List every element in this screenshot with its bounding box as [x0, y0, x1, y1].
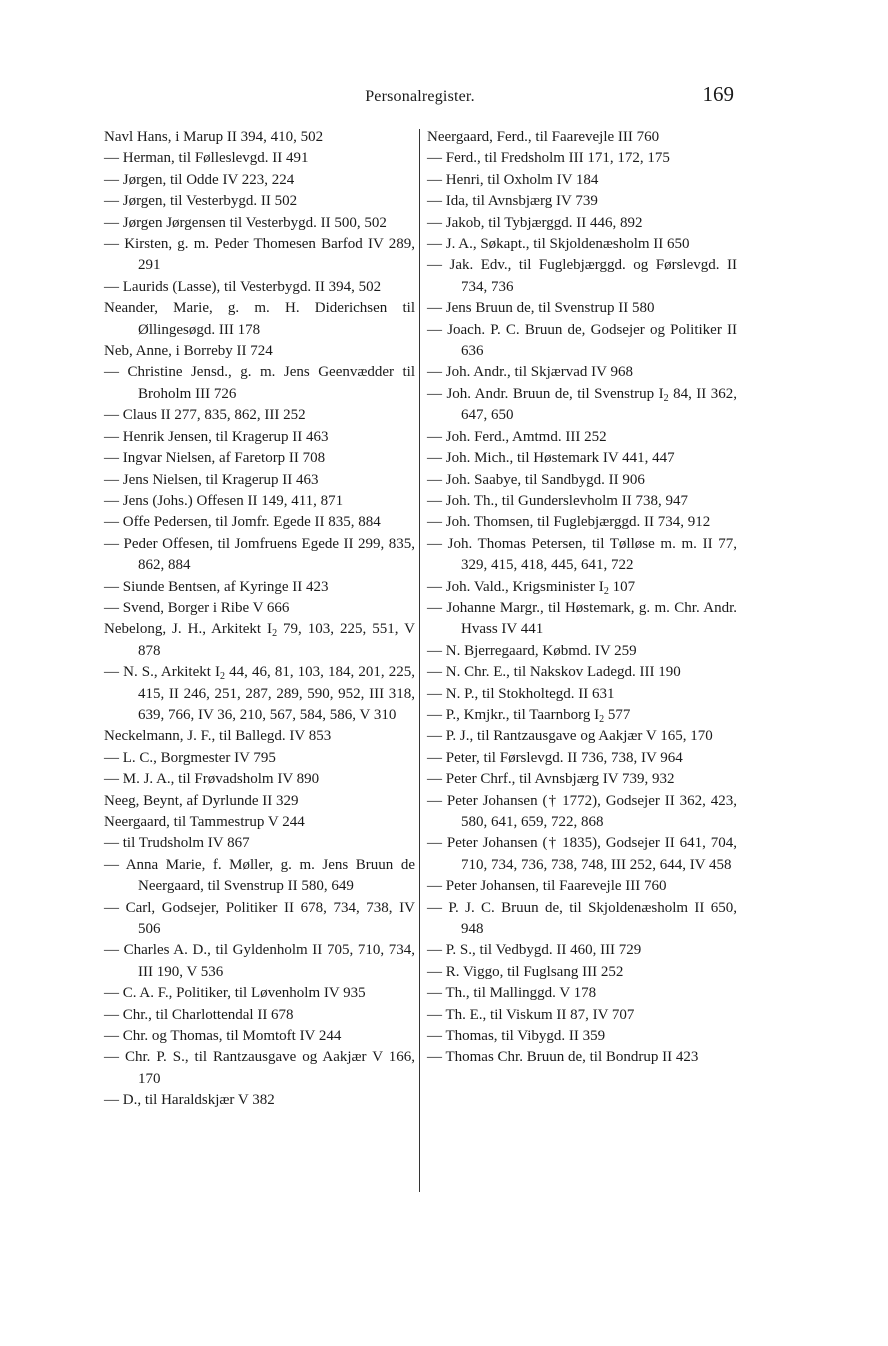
register-entry: — R. Viggo, til Fuglsang III 252: [427, 963, 624, 980]
register-entry: — til Trudsholm IV 867: [104, 835, 250, 852]
register-entry: — Kirsten, g. m. Peder Thomesen Barfod IV 289, 291: [104, 236, 415, 274]
register-entry: — Peter Chrf., til Avnsbjærg IV 739, 932: [427, 771, 675, 788]
register-entry: — D., til Haraldskjær V 382: [104, 1092, 275, 1109]
register-entry: — Peder Offesen, til Jomfruens Egede II 299, 835, 862, 884: [104, 535, 415, 574]
register-entry: — P. S., til Vedbygd. II 460, III 729: [427, 942, 642, 959]
register-entry: — Jens (Johs.) Offesen II 149, 411, 871: [104, 492, 344, 509]
register-entry: Neander, Marie, g. m. H. Diderichsen til Øllingesøgd. III 178: [104, 300, 415, 338]
register-entry: — Christine Jensd., g. m. Jens Geenvædder til Broholm III 726: [104, 364, 415, 402]
register-entry: — Th., til Mallinggd. V 178: [427, 985, 597, 1002]
register-entry: — Henrik Jensen, til Kragerup II 463: [104, 428, 329, 445]
register-entry: — P. J. C. Bruun de, til Skjoldenæsholm II 650, 948: [427, 899, 737, 938]
register-entry: — Joh. Th., til Gunderslevholm II 738, 947: [427, 492, 688, 509]
register-entry: — Offe Pedersen, til Jomfr. Egede II 835, 884: [104, 514, 381, 531]
register-entry: — Jak. Edv., til Fuglebjærggd. og Førslevgd. II 734, 736: [427, 257, 737, 295]
page-number: 169: [702, 82, 734, 106]
register-entry: — P. J., til Rantzausgave og Aakjær V 165, 170: [427, 728, 713, 745]
register-entry: — Jens Nielsen, til Kragerup II 463: [104, 471, 319, 488]
register-entry: — Chr. P. S., til Rantzausgave og Aakjær V 166, 170: [104, 1049, 415, 1087]
register-entry: — Peter Johansen († 1772), Godsejer II 362, 423, 580, 641, 659, 722, 868: [427, 792, 737, 830]
register-entry: — P., Kmjkr., til Taarnborg $I_2$ 577: [427, 706, 631, 725]
register-entry: Navl Hans, i Marup II 394, 410, 502: [104, 129, 324, 145]
register-entry: Neb, Anne, i Borreby II 724: [104, 343, 273, 360]
register-entry: — Chr., til Charlottendal II 678: [104, 1006, 294, 1023]
right-column: [427, 127, 737, 1069]
register-entry: — Laurids (Lasse), til Vesterbygd. II 394, 502: [104, 278, 382, 295]
register-entry: — Siunde Bentsen, af Kyringe II 423: [104, 578, 329, 595]
register-entry: — Jens Bruun de, til Svenstrup II 580: [427, 300, 655, 317]
register-entry: — Thomas, til Vibygd. II 359: [427, 1028, 606, 1045]
register-entry: Neergaard, til Tammestrup V 244: [104, 814, 305, 830]
page-header: [104, 84, 736, 110]
register-entry: — Carl, Godsejer, Politiker II 678, 734, 738, IV 506: [104, 899, 415, 938]
register-entry: — N. P., til Stokholtegd. II 631: [427, 685, 615, 702]
register-entry: — J. A., Søkapt., til Skjoldenæsholm II 650: [427, 236, 690, 253]
register-entry: — Peter Johansen († 1835), Godsejer II 641, 704, 710, 734, 736, 738, 748, III 252, 644, IV 458: [427, 835, 737, 873]
register-entry: — Jakob, til Tybjærggd. II 446, 892: [427, 214, 643, 231]
register-entry: — Charles A. D., til Gyldenholm II 705, 710, 734, III 190, V 536: [104, 942, 415, 980]
register-entry: — Joh. Saabye, til Sandbygd. II 906: [427, 471, 645, 488]
register-entry: — Joh. Mich., til Høstemark IV 441, 447: [427, 450, 675, 467]
register-entry: — Joh. Thomas Petersen, til Tølløse m. m. II 77, 329, 415, 418, 445, 641, 722: [427, 535, 737, 574]
running-title: Personalregister.: [365, 88, 475, 105]
register-entry: — Chr. og Thomas, til Momtoft IV 244: [104, 1028, 342, 1045]
register-entry: — Th. E., til Viskum II 87, IV 707: [427, 1006, 635, 1023]
register-entry: — Herman, til Følleslevgd. II 491: [104, 150, 309, 167]
column-divider: [419, 129, 420, 1192]
register-entry: — Joh. Vald., Krigsminister $I_2$ 107: [427, 578, 636, 597]
register-entry: — Peter, til Førslevgd. II 736, 738, IV 964: [427, 749, 683, 766]
register-entry: Neeg, Beynt, af Dyrlunde II 329: [104, 792, 299, 809]
register-entry: — Jørgen, til Odde IV 223, 224: [104, 171, 295, 188]
register-entry: — Svend, Borger i Ribe V 666: [104, 599, 290, 616]
register-entry: — L. C., Borgmester IV 795: [104, 749, 276, 766]
register-entry: — Anna Marie, f. Møller, g. m. Jens Bruun de Neergaard, til Svenstrup II 580, 649: [104, 856, 415, 895]
register-entry: — N. S., Arkitekt $I_2$ 44, 46, 81, 103, 184, 201, 225, 415, II 246, 251, 287, 289, 590, 952, III 318, 639, 766, IV 36, 210, 567, 584, 586, V 310: [104, 664, 416, 723]
register-entry: — M. J. A., til Frøvadsholm IV 890: [104, 771, 320, 788]
register-entry: — Jørgen Jørgensen til Vesterbygd. II 500, 502: [104, 214, 387, 231]
register-entry: — N. Bjerregaard, Købmd. IV 259: [427, 642, 637, 659]
register-entry: — N. Chr. E., til Nakskov Ladegd. III 190: [427, 664, 681, 681]
register-entry: — Joh. Andr., til Skjærvad IV 968: [427, 364, 633, 381]
register-entry: — Johanne Margr., til Høstemark, g. m. Chr. Andr. Hvass IV 441: [427, 599, 737, 638]
register-entry: — Joh. Thomsen, til Fuglebjærggd. II 734, 912: [427, 514, 711, 531]
register-entry: — Henri, til Oxholm IV 184: [427, 171, 599, 188]
register-entry: Neergaard, Ferd., til Faarevejle III 760: [427, 129, 660, 145]
register-entry: — Ferd., til Fredsholm III 171, 172, 175: [427, 150, 670, 167]
register-entry: — Thomas Chr. Bruun de, til Bondrup II 423: [427, 1049, 699, 1066]
register-entry: — Joach. P. C. Bruun de, Godsejer og Politiker II 636: [427, 321, 737, 360]
register-entry: — Claus II 277, 835, 862, III 252: [104, 407, 306, 424]
register-entry: — Joh. Andr. Bruun de, til Svenstrup $I_2$ 84, II 362, 647, 650: [427, 385, 737, 424]
register-entry: Nebelong, J. H., Arkitekt $I_2$ 79, 103, 225, 551, V 878: [104, 621, 416, 659]
register-entry: — Jørgen, til Vesterbygd. II 502: [104, 193, 298, 210]
register-entry: — Ingvar Nielsen, af Faretorp II 708: [104, 450, 326, 467]
register-entry: — Joh. Ferd., Amtmd. III 252: [427, 428, 607, 445]
register-entry: — Ida, til Avnsbjærg IV 739: [427, 193, 598, 210]
register-entry: — C. A. F., Politiker, til Løvenholm IV 935: [104, 985, 366, 1002]
register-entry: Neckelmann, J. F., til Ballegd. IV 853: [104, 728, 332, 745]
register-entry: — Peter Johansen, til Faarevejle III 760: [427, 878, 667, 895]
left-column: [104, 127, 415, 1112]
